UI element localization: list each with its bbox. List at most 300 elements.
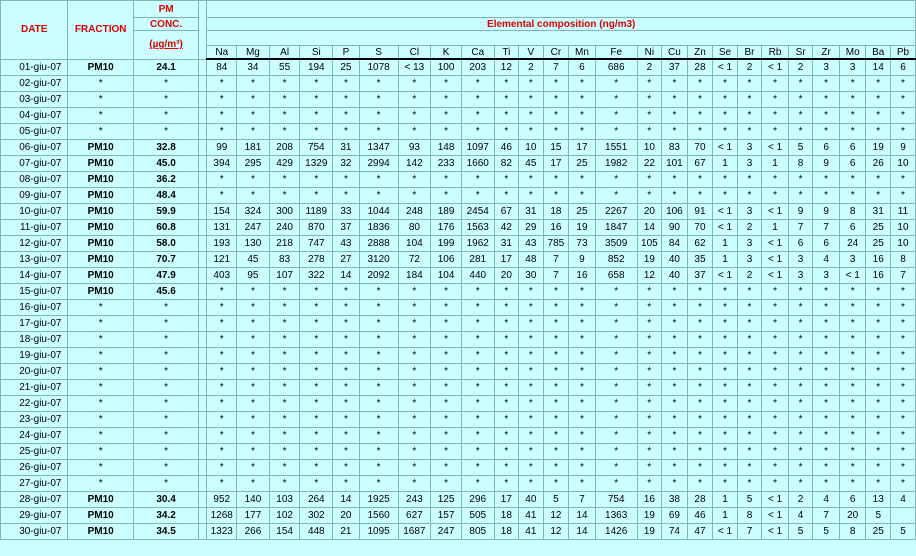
value-cell-br[interactable]: * [737,412,762,428]
value-cell-fe[interactable]: * [595,476,637,492]
value-cell-ti[interactable]: * [494,188,519,204]
value-cell-ca[interactable]: * [461,172,494,188]
date-cell[interactable]: 08-giu-07 [1,172,68,188]
value-cell-se[interactable]: * [713,348,738,364]
value-cell-k[interactable]: * [431,476,462,492]
value-cell-k[interactable]: 247 [431,524,462,540]
value-cell-zn[interactable]: * [687,108,713,124]
value-cell-ni[interactable]: 19 [637,524,662,540]
value-cell-zn[interactable]: * [687,316,713,332]
value-cell-mo[interactable]: * [839,460,866,476]
value-cell-al[interactable]: * [269,92,300,108]
value-cell-mg[interactable]: * [237,428,270,444]
value-cell-s[interactable]: * [359,428,398,444]
value-cell-mo[interactable]: * [839,284,866,300]
value-cell-si[interactable]: 754 [300,140,333,156]
value-cell-v[interactable]: 30 [519,268,544,284]
value-cell-si[interactable]: 264 [300,492,333,508]
value-cell-fe[interactable]: 1551 [595,140,637,156]
pm-conc-cell[interactable]: 32.8 [133,140,198,156]
value-cell-mo[interactable]: * [839,332,866,348]
value-cell-v[interactable]: 45 [519,156,544,172]
value-cell-cr[interactable]: 18 [543,204,569,220]
value-cell-cu[interactable]: * [662,300,688,316]
fraction-cell[interactable]: * [68,476,133,492]
value-cell-al[interactable]: 55 [269,59,300,76]
value-cell-ni[interactable]: * [637,188,662,204]
value-cell-pb[interactable]: 9 [890,140,915,156]
value-cell-pb[interactable]: * [890,444,915,460]
value-cell-al[interactable]: * [269,332,300,348]
value-cell-sr[interactable]: 2 [788,492,813,508]
value-cell-ti[interactable]: * [494,124,519,140]
value-cell-sr[interactable]: * [788,92,813,108]
value-cell-br[interactable]: * [737,348,762,364]
value-cell-rb[interactable]: * [762,316,789,332]
value-cell-br[interactable]: * [737,460,762,476]
value-cell-br[interactable]: 7 [737,524,762,540]
value-cell-k[interactable]: * [431,364,462,380]
value-cell-mn[interactable]: * [569,476,596,492]
value-cell-mo[interactable]: 24 [839,236,866,252]
value-cell-v[interactable]: * [519,300,544,316]
value-cell-cu[interactable]: 83 [662,140,688,156]
value-cell-na[interactable]: * [207,92,237,108]
fraction-cell[interactable]: * [68,428,133,444]
value-cell-mo[interactable]: 6 [839,220,866,236]
value-cell-al[interactable]: 154 [269,524,300,540]
value-cell-se[interactable]: * [713,172,738,188]
value-cell-pb[interactable]: 8 [890,252,915,268]
value-cell-zn[interactable]: 91 [687,204,713,220]
value-cell-al[interactable]: * [269,428,300,444]
value-cell-rb[interactable]: 1 [762,220,789,236]
value-cell-p[interactable]: * [333,396,360,412]
value-cell-se[interactable]: < 1 [713,268,738,284]
value-cell-mg[interactable]: 140 [237,492,270,508]
value-cell-pb[interactable]: * [890,108,915,124]
value-cell-ni[interactable]: * [637,444,662,460]
value-cell-rb[interactable]: * [762,172,789,188]
value-cell-pb[interactable]: 10 [890,236,915,252]
value-cell-cu[interactable]: * [662,428,688,444]
value-cell-ti[interactable]: 46 [494,140,519,156]
value-cell-si[interactable]: * [300,444,333,460]
value-cell-s[interactable]: * [359,108,398,124]
value-cell-ti[interactable]: * [494,172,519,188]
fraction-cell[interactable]: PM10 [68,188,133,204]
date-cell[interactable]: 26-giu-07 [1,460,68,476]
value-cell-cu[interactable]: * [662,188,688,204]
value-cell-zr[interactable]: 9 [813,156,840,172]
fraction-cell[interactable]: PM10 [68,156,133,172]
value-cell-ti[interactable]: * [494,76,519,92]
value-cell-mn[interactable]: 9 [569,252,596,268]
value-cell-mo[interactable]: 6 [839,492,866,508]
value-cell-pb[interactable]: * [890,76,915,92]
value-cell-cl[interactable]: * [398,476,431,492]
value-cell-ba[interactable]: 5 [866,508,891,524]
value-cell-p[interactable]: * [333,460,360,476]
value-cell-na[interactable]: * [207,284,237,300]
value-cell-al[interactable]: * [269,124,300,140]
value-cell-na[interactable]: * [207,76,237,92]
value-cell-fe[interactable]: 686 [595,59,637,76]
value-cell-cr[interactable]: * [543,316,569,332]
value-cell-cr[interactable]: 785 [543,236,569,252]
value-cell-zr[interactable]: * [813,428,840,444]
value-cell-s[interactable]: 2092 [359,268,398,284]
date-cell[interactable]: 25-giu-07 [1,444,68,460]
date-cell[interactable]: 15-giu-07 [1,284,68,300]
value-cell-rb[interactable]: * [762,476,789,492]
value-cell-mo[interactable]: * [839,108,866,124]
value-cell-cl[interactable]: * [398,172,431,188]
fraction-cell[interactable]: PM10 [68,284,133,300]
value-cell-s[interactable]: 1044 [359,204,398,220]
value-cell-na[interactable]: * [207,428,237,444]
value-cell-fe[interactable]: * [595,284,637,300]
date-cell[interactable]: 29-giu-07 [1,508,68,524]
date-cell[interactable]: 24-giu-07 [1,428,68,444]
value-cell-k[interactable]: * [431,444,462,460]
value-cell-ni[interactable]: * [637,316,662,332]
value-cell-zn[interactable]: 70 [687,220,713,236]
pm-conc-cell[interactable]: 34.5 [133,524,198,540]
value-cell-mo[interactable]: * [839,124,866,140]
value-cell-ni[interactable]: 105 [637,236,662,252]
value-cell-br[interactable]: * [737,332,762,348]
value-cell-v[interactable]: * [519,444,544,460]
value-cell-rb[interactable]: < 1 [762,252,789,268]
value-cell-cl[interactable]: 627 [398,508,431,524]
value-cell-cu[interactable]: 90 [662,220,688,236]
value-cell-k[interactable]: * [431,108,462,124]
value-cell-ni[interactable]: 22 [637,156,662,172]
value-cell-mo[interactable]: * [839,172,866,188]
value-cell-rb[interactable]: * [762,76,789,92]
fraction-cell[interactable]: * [68,412,133,428]
value-cell-ca[interactable]: * [461,300,494,316]
value-cell-ba[interactable]: * [866,364,891,380]
value-cell-fe[interactable]: * [595,92,637,108]
value-cell-mg[interactable]: 247 [237,220,270,236]
value-cell-s[interactable]: 1925 [359,492,398,508]
value-cell-cl[interactable]: * [398,428,431,444]
date-cell[interactable]: 22-giu-07 [1,396,68,412]
value-cell-p[interactable]: * [333,476,360,492]
value-cell-al[interactable]: * [269,316,300,332]
value-cell-mn[interactable]: * [569,124,596,140]
value-cell-br[interactable]: * [737,76,762,92]
value-cell-cl[interactable]: * [398,364,431,380]
value-cell-ti[interactable]: 20 [494,268,519,284]
value-cell-sr[interactable]: 6 [788,236,813,252]
value-cell-br[interactable]: * [737,188,762,204]
value-cell-fe[interactable]: * [595,188,637,204]
value-cell-al[interactable]: * [269,300,300,316]
value-cell-rb[interactable]: 1 [762,156,789,172]
value-cell-mo[interactable]: * [839,76,866,92]
value-cell-pb[interactable]: * [890,428,915,444]
value-cell-se[interactable]: * [713,380,738,396]
value-cell-mg[interactable]: * [237,76,270,92]
value-cell-ti[interactable]: * [494,444,519,460]
value-cell-zr[interactable]: 7 [813,220,840,236]
value-cell-mn[interactable]: * [569,460,596,476]
value-cell-cl[interactable]: < 13 [398,59,431,76]
value-cell-mg[interactable]: 34 [237,59,270,76]
pm-conc-cell[interactable]: * [133,332,198,348]
value-cell-s[interactable]: * [359,300,398,316]
value-cell-rb[interactable]: * [762,124,789,140]
value-cell-se[interactable]: * [713,428,738,444]
value-cell-v[interactable]: * [519,476,544,492]
value-cell-ni[interactable]: 19 [637,508,662,524]
value-cell-cl[interactable]: * [398,284,431,300]
value-cell-rb[interactable]: < 1 [762,236,789,252]
value-cell-br[interactable]: * [737,476,762,492]
value-cell-al[interactable]: * [269,460,300,476]
value-cell-ca[interactable]: 2454 [461,204,494,220]
value-cell-s[interactable]: 3120 [359,252,398,268]
value-cell-cr[interactable]: 15 [543,140,569,156]
value-cell-sr[interactable]: * [788,124,813,140]
value-cell-pb[interactable]: 10 [890,156,915,172]
value-cell-mg[interactable]: * [237,476,270,492]
value-cell-rb[interactable]: * [762,364,789,380]
value-cell-mg[interactable]: 177 [237,508,270,524]
value-cell-ti[interactable]: * [494,348,519,364]
value-cell-mo[interactable]: 6 [839,156,866,172]
value-cell-ca[interactable]: 296 [461,492,494,508]
value-cell-ca[interactable]: * [461,364,494,380]
value-cell-cl[interactable]: * [398,380,431,396]
value-cell-cu[interactable]: 40 [662,252,688,268]
pm-conc-cell[interactable]: 58.0 [133,236,198,252]
value-cell-pb[interactable]: * [890,188,915,204]
value-cell-ti[interactable]: 12 [494,59,519,76]
value-cell-na[interactable]: 193 [207,236,237,252]
value-cell-sr[interactable]: * [788,284,813,300]
value-cell-mo[interactable]: * [839,316,866,332]
value-cell-zn[interactable]: * [687,364,713,380]
value-cell-rb[interactable]: * [762,332,789,348]
value-cell-mo[interactable]: * [839,380,866,396]
value-cell-sr[interactable]: * [788,412,813,428]
value-cell-zn[interactable]: * [687,396,713,412]
value-cell-cu[interactable]: * [662,444,688,460]
value-cell-s[interactable]: * [359,284,398,300]
value-cell-mn[interactable]: * [569,108,596,124]
value-cell-cl[interactable]: * [398,444,431,460]
value-cell-zr[interactable]: * [813,364,840,380]
value-cell-k[interactable]: * [431,348,462,364]
value-cell-v[interactable]: * [519,460,544,476]
value-cell-zn[interactable]: * [687,428,713,444]
value-cell-na[interactable]: * [207,300,237,316]
value-cell-s[interactable]: 1095 [359,524,398,540]
value-cell-ca[interactable]: * [461,380,494,396]
value-cell-ca[interactable]: 505 [461,508,494,524]
value-cell-p[interactable]: * [333,124,360,140]
value-cell-cr[interactable]: 5 [543,492,569,508]
value-cell-mn[interactable]: * [569,396,596,412]
value-cell-sr[interactable]: * [788,396,813,412]
value-cell-k[interactable]: * [431,188,462,204]
value-cell-sr[interactable]: * [788,300,813,316]
value-cell-mg[interactable]: * [237,396,270,412]
value-cell-mn[interactable]: * [569,76,596,92]
value-cell-br[interactable]: 2 [737,59,762,76]
pm-conc-cell[interactable]: * [133,476,198,492]
value-cell-si[interactable]: * [300,364,333,380]
pm-conc-cell[interactable]: * [133,364,198,380]
value-cell-ti[interactable]: * [494,92,519,108]
value-cell-pb[interactable]: * [890,172,915,188]
fraction-cell[interactable]: * [68,316,133,332]
pm-conc-cell[interactable]: * [133,444,198,460]
pm-conc-cell[interactable]: 45.0 [133,156,198,172]
value-cell-br[interactable]: * [737,428,762,444]
pm-conc-cell[interactable]: 45.6 [133,284,198,300]
value-cell-p[interactable]: * [333,92,360,108]
value-cell-s[interactable]: * [359,364,398,380]
date-cell[interactable]: 16-giu-07 [1,300,68,316]
value-cell-mg[interactable]: 295 [237,156,270,172]
value-cell-p[interactable]: * [333,300,360,316]
value-cell-ti[interactable]: * [494,108,519,124]
value-cell-mg[interactable]: 181 [237,140,270,156]
value-cell-al[interactable]: * [269,396,300,412]
value-cell-s[interactable]: * [359,332,398,348]
value-cell-na[interactable]: 99 [207,140,237,156]
value-cell-mn[interactable]: 25 [569,204,596,220]
value-cell-al[interactable]: * [269,348,300,364]
value-cell-k[interactable]: * [431,284,462,300]
value-cell-mg[interactable]: 95 [237,268,270,284]
value-cell-s[interactable]: 2888 [359,236,398,252]
value-cell-sr[interactable]: 9 [788,204,813,220]
value-cell-zn[interactable]: 47 [687,524,713,540]
value-cell-na[interactable]: * [207,124,237,140]
value-cell-k[interactable]: * [431,380,462,396]
value-cell-p[interactable]: 20 [333,508,360,524]
value-cell-k[interactable]: * [431,76,462,92]
value-cell-p[interactable]: * [333,172,360,188]
value-cell-mn[interactable]: * [569,364,596,380]
value-cell-se[interactable]: * [713,300,738,316]
value-cell-ti[interactable]: * [494,396,519,412]
value-cell-al[interactable]: * [269,412,300,428]
value-cell-sr[interactable]: 5 [788,140,813,156]
date-cell[interactable]: 23-giu-07 [1,412,68,428]
value-cell-cl[interactable]: * [398,396,431,412]
value-cell-fe[interactable]: 754 [595,492,637,508]
value-cell-s[interactable]: * [359,476,398,492]
value-cell-si[interactable]: 194 [300,59,333,76]
value-cell-p[interactable]: 25 [333,59,360,76]
value-cell-mn[interactable]: 73 [569,236,596,252]
value-cell-fe[interactable]: * [595,380,637,396]
fraction-cell[interactable]: PM10 [68,268,133,284]
value-cell-ca[interactable]: * [461,124,494,140]
value-cell-cu[interactable]: * [662,332,688,348]
value-cell-s[interactable]: * [359,348,398,364]
value-cell-v[interactable]: 2 [519,59,544,76]
date-cell[interactable]: 14-giu-07 [1,268,68,284]
value-cell-na[interactable]: 403 [207,268,237,284]
value-cell-v[interactable]: * [519,396,544,412]
value-cell-pb[interactable]: 11 [890,204,915,220]
value-cell-zn[interactable]: * [687,188,713,204]
value-cell-cr[interactable]: * [543,476,569,492]
value-cell-k[interactable]: * [431,332,462,348]
value-cell-zr[interactable]: * [813,300,840,316]
value-cell-mg[interactable]: * [237,460,270,476]
pm-conc-cell[interactable]: 70.7 [133,252,198,268]
value-cell-cr[interactable]: * [543,428,569,444]
value-cell-ca[interactable]: * [461,412,494,428]
value-cell-al[interactable]: 300 [269,204,300,220]
value-cell-mg[interactable]: 130 [237,236,270,252]
value-cell-si[interactable]: * [300,92,333,108]
fraction-cell[interactable]: * [68,300,133,316]
value-cell-si[interactable]: * [300,476,333,492]
value-cell-ba[interactable]: * [866,108,891,124]
value-cell-mn[interactable]: * [569,284,596,300]
pm-conc-cell[interactable]: * [133,428,198,444]
value-cell-mn[interactable]: * [569,300,596,316]
value-cell-br[interactable]: 3 [737,236,762,252]
value-cell-p[interactable]: * [333,316,360,332]
date-cell[interactable]: 12-giu-07 [1,236,68,252]
value-cell-sr[interactable]: * [788,316,813,332]
value-cell-ca[interactable]: * [461,188,494,204]
value-cell-se[interactable]: * [713,284,738,300]
value-cell-mn[interactable]: * [569,92,596,108]
value-cell-cr[interactable]: 12 [543,524,569,540]
value-cell-na[interactable]: * [207,412,237,428]
value-cell-si[interactable]: * [300,300,333,316]
value-cell-ni[interactable]: * [637,124,662,140]
value-cell-cl[interactable]: * [398,300,431,316]
value-cell-zn[interactable]: * [687,76,713,92]
value-cell-pb[interactable]: * [890,316,915,332]
value-cell-cr[interactable]: * [543,444,569,460]
value-cell-se[interactable]: * [713,92,738,108]
value-cell-se[interactable]: * [713,76,738,92]
value-cell-ti[interactable]: * [494,460,519,476]
value-cell-zn[interactable]: * [687,460,713,476]
value-cell-ti[interactable]: * [494,300,519,316]
value-cell-zr[interactable]: * [813,348,840,364]
value-cell-rb[interactable]: < 1 [762,268,789,284]
value-cell-p[interactable]: * [333,364,360,380]
fraction-cell[interactable]: PM10 [68,252,133,268]
value-cell-br[interactable]: * [737,108,762,124]
value-cell-br[interactable]: * [737,316,762,332]
value-cell-v[interactable]: 31 [519,204,544,220]
value-cell-br[interactable]: 5 [737,492,762,508]
value-cell-empty[interactable] [890,508,915,524]
value-cell-ba[interactable]: * [866,172,891,188]
value-cell-zr[interactable]: * [813,396,840,412]
value-cell-mg[interactable]: 45 [237,252,270,268]
value-cell-fe[interactable]: * [595,76,637,92]
value-cell-sr[interactable]: * [788,172,813,188]
value-cell-si[interactable]: * [300,380,333,396]
